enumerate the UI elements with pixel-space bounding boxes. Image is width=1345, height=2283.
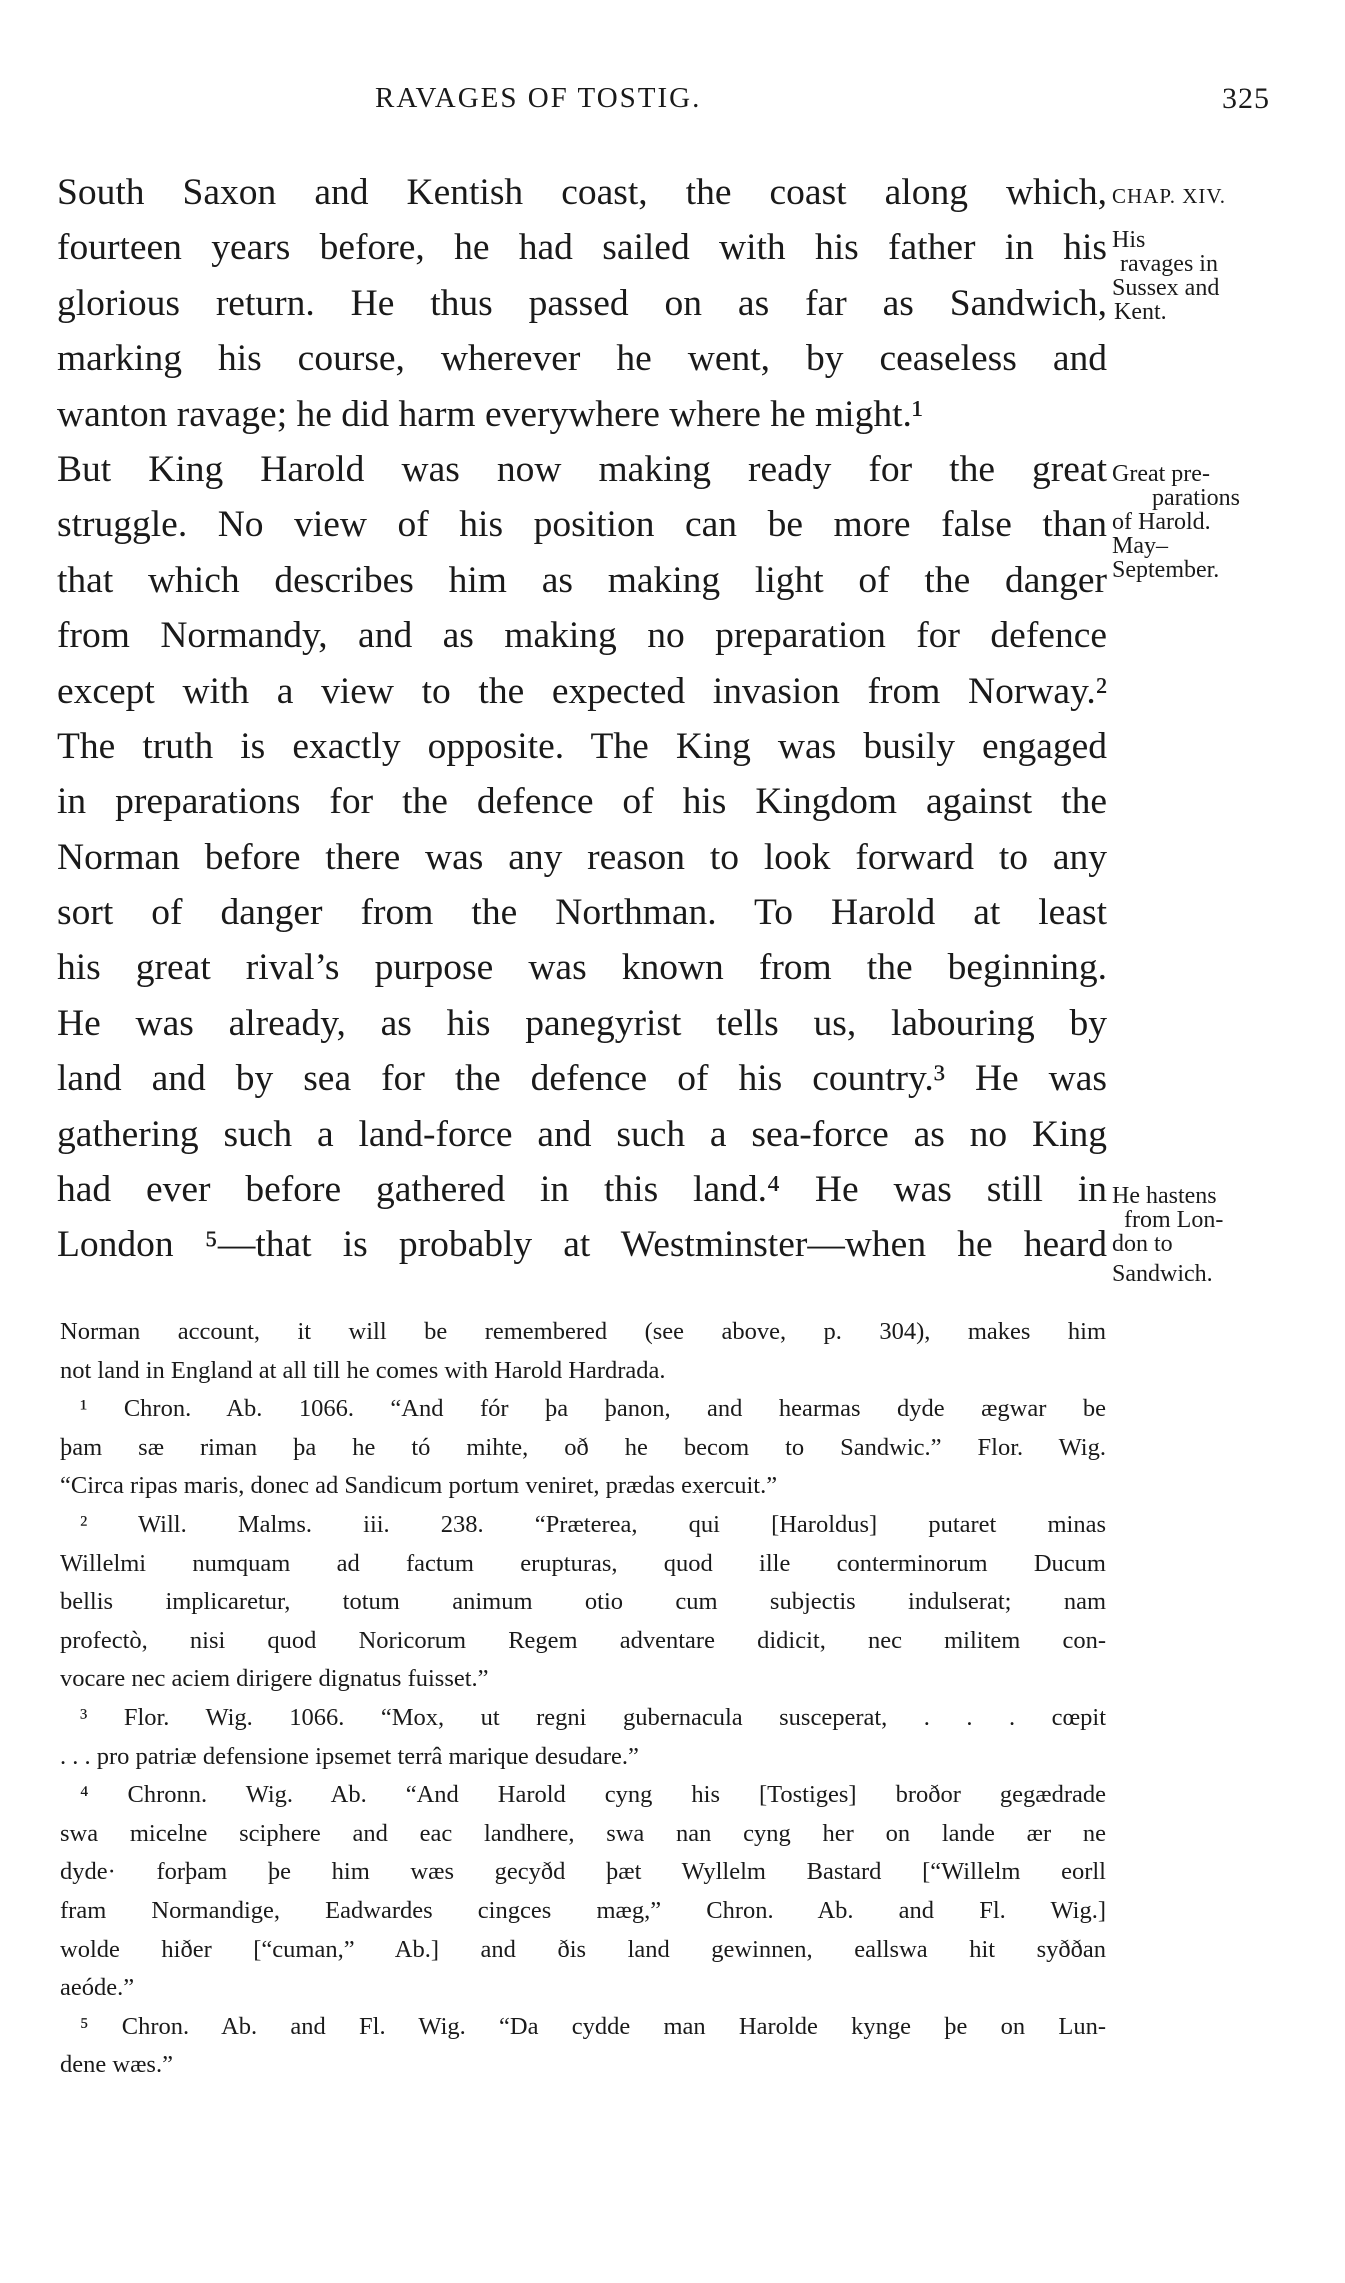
footnote-line: ⁴ Chronn. Wig. Ab. “And Harold cyng his [Tostiges] broðor gegædrade (80, 1781, 1106, 1809)
footnote-line: ¹ Chron. Ab. 1066. “And fór þa þanon, and hearmas dyde ægwar be (80, 1395, 1106, 1423)
footnote-line: ² Will. Malms. iii. 238. “Præterea, qui [Haroldus] putaret minas (80, 1510, 1106, 1538)
text-line: gathering such a land-force and such a sea-force as no King (57, 1113, 1107, 1155)
footnote-line: þam sæ riman þa he tó mihte, oð he becom to Sandwic.” Flor. Wig. (60, 1433, 1106, 1461)
text-line: fourteen years before, he had sailed with his father in his (57, 227, 1107, 269)
text-line: in preparations for the defence of his Kingdom against the (57, 781, 1107, 823)
footnote-line: ³ Flor. Wig. 1066. “Mox, ut regni gubernacula susceperat, . . . cœpit (80, 1703, 1106, 1731)
margin-note-line: His (1112, 227, 1146, 253)
footnote-line: profectò, nisi quod Noricorum Regem adventare didicit, nec militem con- (60, 1626, 1106, 1654)
footnote-line: Willelmi numquam ad factum erupturas, quod ille conterminorum Ducum (60, 1549, 1106, 1577)
margin-note-line: Sussex and (1112, 275, 1220, 301)
running-title: RAVAGES OF TOSTIG. (375, 82, 702, 114)
margin-note-sandwich (1112, 1184, 1337, 1286)
running-header (60, 82, 1270, 132)
text-line: land and by sea for the defence of his country.³ He was (57, 1058, 1107, 1100)
text-line: South Saxon and Kentish coast, the coast along which, (57, 172, 1107, 213)
text-line: had ever before gathered in this land.⁴ He was still in (57, 1169, 1107, 1211)
footnote-line: swa micelne sciphere and eac landhere, swa nan cyng her on lande ær ne (60, 1819, 1106, 1847)
footnote-line: “Circa ripas maris, donec ad Sandicum portum veniret, prædas exercuit.” (60, 1472, 778, 1500)
margin-note-line: of Harold. (1112, 509, 1211, 535)
margin-note-ravages (1112, 228, 1337, 324)
text-line: Norman before there was any reason to look forward to any (57, 836, 1107, 878)
text-line: marking his course, wherever he went, by ceaseless and (57, 338, 1107, 380)
footnote-line: ⁵ Chron. Ab. and Fl. Wig. “Da cydde man Harolde kynge þe on Lun- (80, 2012, 1106, 2040)
margin-note-line: Kent. (1114, 299, 1167, 325)
text-line: He was already, as his panegyrist tells us, labouring by (57, 1002, 1107, 1044)
text-line: But King Harold was now making ready for the great (57, 448, 1107, 490)
chapter-marker (1112, 184, 1337, 208)
margin-note-line: September. (1112, 557, 1220, 583)
footnote-line: Norman account, it will be remembered (see above, p. 304), makes him (60, 1318, 1106, 1345)
margin-note-line: May– (1112, 533, 1168, 559)
text-line: that which describes him as making light of the danger (57, 559, 1107, 601)
footnote-line: vocare nec aciem dirigere dignatus fuisset.” (60, 1665, 489, 1693)
text-line: except with a view to the expected invasion from Norway.² (57, 670, 1107, 712)
margin-note-line: Sandwich. (1112, 1261, 1213, 1287)
text-line: from Normandy, and as making no preparation for defence (57, 615, 1107, 657)
margin-note-preparations (1112, 462, 1337, 582)
footnote-line: bellis implicaretur, totum animum otio cum subjectis indulserat; nam (60, 1588, 1106, 1616)
footnote-line: not land in England at all till he comes with Harold Hardrada. (60, 1356, 666, 1384)
margin-note-line: ravages in (1120, 251, 1218, 277)
footnotes (60, 1313, 1106, 2085)
chapter-label: CHAP. XIV. (1112, 184, 1227, 208)
footnote-line: . . . pro patriæ defensione ipsemet terrâ marique desudare.” (60, 1742, 639, 1770)
text-line: sort of danger from the Northman. To Harold at least (57, 892, 1107, 934)
text-line: wanton ravage; he did harm everywhere where he might.¹ (57, 393, 924, 435)
text-line: London ⁵—that is probably at Westminster—when he heard (57, 1224, 1107, 1266)
text-line: struggle. No view of his position can be more false than (57, 504, 1107, 546)
text-line: glorious return. He thus passed on as far as Sandwich, (57, 282, 1107, 324)
text-line: his great rival’s purpose was known from the beginning. (57, 947, 1107, 989)
margin-note-line: parations (1152, 485, 1240, 511)
margin-note-line: don to (1112, 1231, 1173, 1257)
page-number: 325 (1222, 82, 1270, 115)
footnote-line: dene wæs.” (60, 2051, 173, 2079)
margin-note-line: from Lon- (1124, 1207, 1224, 1233)
text-line: The truth is exactly opposite. The King was busily engaged (57, 725, 1107, 767)
main-text (57, 165, 1107, 1273)
footnote-line: wolde hiðer [“cuman,” Ab.] and ðis land gewinnen, eallswa hit syððan (60, 1935, 1106, 1963)
margin-note-line: Great pre- (1112, 461, 1210, 487)
footnote-line: fram Normandige, Eadwardes cingces mæg,” Chron. Ab. and Fl. Wig.] (60, 1896, 1106, 1924)
margin-note-line: He hastens (1112, 1183, 1217, 1209)
footnote-line: aeóde.” (60, 1974, 135, 2002)
footnote-line: dyde· forþam þe him wæs gecyðd þæt Wyllelm Bastard [“Willelm eorll (60, 1858, 1106, 1886)
